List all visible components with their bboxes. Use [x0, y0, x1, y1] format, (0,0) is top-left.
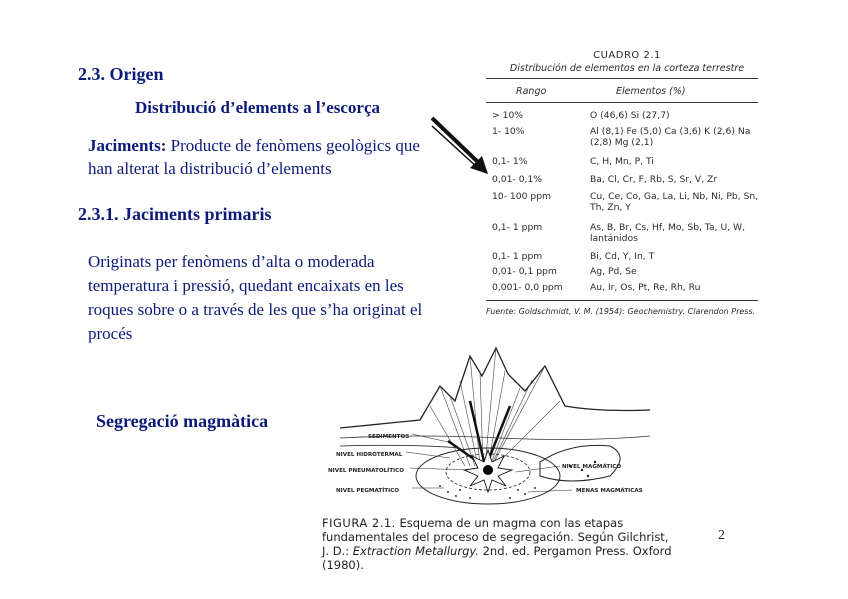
label-menas: MENAS MAGMÁTICAS [576, 488, 643, 494]
cell-range: 1- 10% [492, 126, 525, 137]
cell-range: 0,1- 1 ppm [492, 222, 543, 233]
label-sedimentos: SEDIMENTOS [368, 434, 410, 440]
cell-elements: Bi, Cd, Y, In, T [590, 251, 655, 262]
caption-title: Extraction Metallurgy. [352, 544, 479, 558]
label-hidrotermal: NIVEL HIDROTERMAL [336, 452, 403, 458]
figure-caption [322, 516, 672, 572]
jaciments-label: Jaciments: [88, 136, 167, 155]
caption-tail: 2nd. ed. Pergamon Press. Oxford (1980). [322, 544, 672, 572]
elements-distribution-table [486, 46, 768, 324]
jaciments-text: Producte de fenòmens geològics que han alterat la distribució d’elements [88, 136, 420, 178]
cell-elements: As, B, Br, Cs, Hf, Mo, Sb, Ta, U, W, lantánidos [590, 222, 746, 244]
page-number: 2 [718, 528, 725, 543]
table-title: CUADRO 2.1 [593, 50, 661, 61]
table-subtitle: Distribución de elementos en la corteza terrestre [509, 63, 745, 74]
cell-range: 0,01- 0,1% [492, 174, 543, 185]
cell-elements: Ba, Cl, Cr, F, Rb, S, Sr, V, Zr [590, 174, 718, 185]
pointer-arrow-icon [428, 112, 492, 178]
cell-elements: Al (8,1) Fe (5,0) Ca (3,6) K (2,6) Na (2,8) Mg (2,1) [590, 126, 751, 148]
label-neumatolitico: NIVEL PNEUMATOLÍTICO [328, 468, 405, 474]
table-source: Fuente: Goldschmidt, V. M. (1954): Geochemistry. Clarendon Press. [486, 307, 756, 316]
cell-range: 0,01- 0,1 ppm [492, 266, 557, 277]
segregation-title: Segregació magmàtica [96, 411, 269, 431]
cell-range: 0,1- 1 ppm [492, 251, 543, 262]
label-magmatico: NIVEL MAGMÁTICO [562, 464, 622, 470]
origin-paragraph: Originats per fenòmens d’alta o moderada temperatura i pressió, quedant encaixats en les roques sobre o a través de les que s’ha originat el procés [88, 252, 423, 343]
cell-elements: Cu, Ce, Co, Ga, La, Li, Nb, Ni, Pb, Sn, Th, Zn, Y [590, 191, 759, 213]
magma-segregation-diagram [320, 346, 660, 506]
cell-elements: C, H, Mn, P, Ti [590, 156, 654, 167]
cell-range: > 10% [492, 110, 524, 121]
cell-elements: Au, Ir, Os, Pt, Re, Rh, Ru [590, 282, 701, 293]
cell-range: 0,001- 0,0 ppm [492, 282, 563, 293]
caption-text: Esquema de un magma con las etapas fundamentales del proceso de segregación. Según Gilchrist, J. D.: [322, 516, 669, 558]
cell-range: 10- 100 ppm [492, 191, 551, 202]
subtitle: Distribució d’elements a l’escorça [135, 98, 381, 117]
table-header-elements: Elementos (%) [616, 86, 686, 97]
cell-elements: Ag, Pd, Se [590, 266, 637, 277]
cell-range: 0,1- 1% [492, 156, 528, 167]
table-header-range: Rango [516, 86, 547, 97]
jaciments-paragraph [88, 134, 438, 180]
section-title: 2.3. Origen [78, 64, 164, 84]
label-pegmatitico: NIVEL PEGMATÍTICO [336, 488, 400, 494]
subsection-title: 2.3.1. Jaciments primaris [78, 204, 272, 224]
cell-elements: O (46,6) Si (27,7) [590, 110, 670, 121]
caption-label: FIGURA 2.1. [322, 516, 396, 530]
